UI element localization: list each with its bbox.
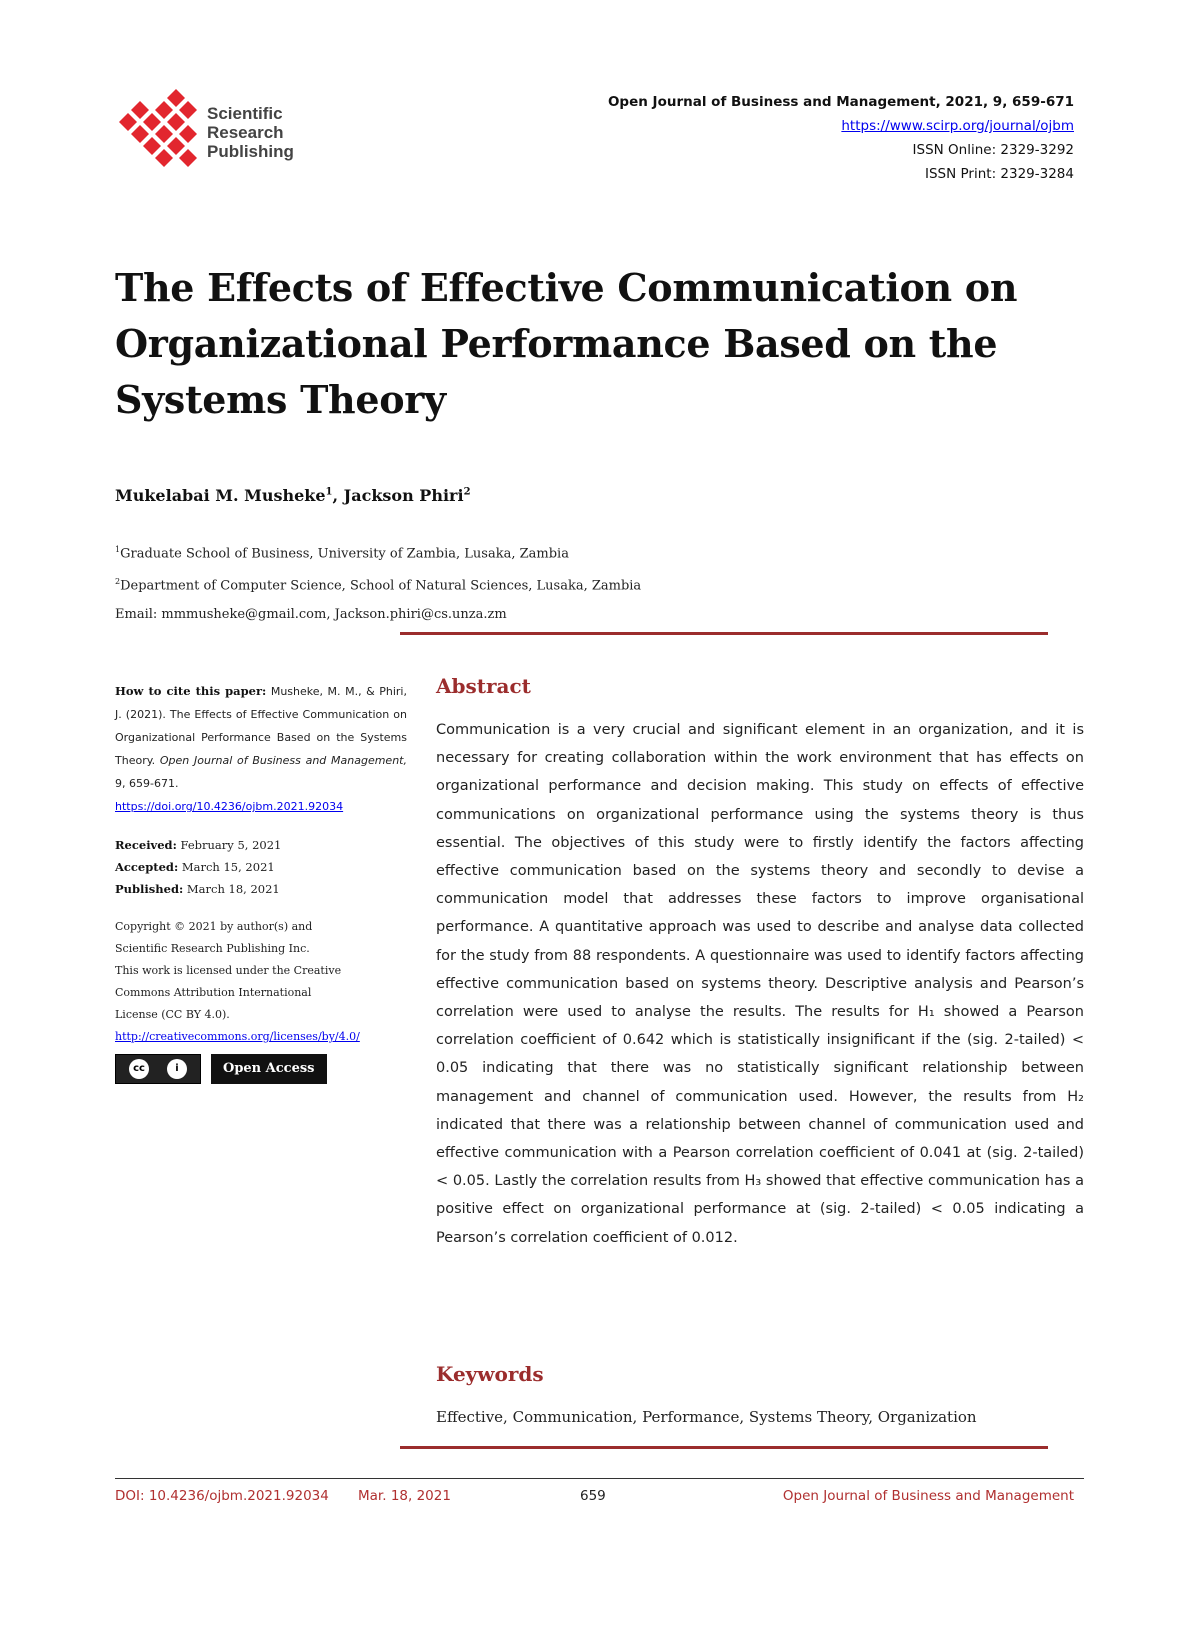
open-access-badge: Open Access xyxy=(211,1054,327,1084)
publisher-name-line1: Scientific xyxy=(207,104,283,123)
paper-title xyxy=(115,260,1075,428)
doi-link[interactable]: https://doi.org/10.4236/ojbm.2021.92034 xyxy=(115,800,344,813)
footer-page-number: 659 xyxy=(580,1488,606,1504)
copyright-line5: License (CC BY 4.0). xyxy=(115,1008,230,1021)
publisher-name-line2: Research xyxy=(207,123,284,142)
issn-print: ISSN Print: 2329-3284 xyxy=(925,166,1074,182)
keywords-body: Effective, Communication, Performance, Systems Theory, Organization xyxy=(436,1408,977,1426)
author-sup-1: 1 xyxy=(325,486,333,498)
accepted-date: March 15, 2021 xyxy=(178,860,275,874)
logo-diamond xyxy=(179,101,197,119)
abstract-bottom-rule xyxy=(400,1446,1048,1449)
affiliation-2 xyxy=(115,568,641,600)
footer-rule xyxy=(115,1478,1084,1479)
footer-journal-name: Open Journal of Business and Management xyxy=(782,1488,1074,1504)
author-separator: , xyxy=(332,486,344,505)
author-name-2: Jackson Phiri xyxy=(343,486,464,505)
journal-citation-line: Open Journal of Business and Management, 2021, 9, 659-671 xyxy=(607,94,1074,110)
license-link[interactable]: http://creativecommons.org/licenses/by/4.0/ xyxy=(115,1030,360,1043)
footer-doi: DOI: 10.4236/ojbm.2021.92034 xyxy=(115,1488,329,1504)
sidebar-metadata xyxy=(115,680,407,1084)
paper-title-line3: Systems Theory xyxy=(115,377,446,422)
footer-date: Mar. 18, 2021 xyxy=(358,1488,451,1504)
logo-diamond xyxy=(143,137,161,155)
citation-block xyxy=(115,680,407,795)
citation-volume: 9, 659-671. xyxy=(115,777,179,790)
abstract-body: Communication is a very crucial and significant element in an organization, and it is necessary for creating collaboration within the work environment that has effects on organizational performance and decision making. This study on effects of effective communications on organizational performance using the systems theory is thus essential. The objectives of this study were to firstly identify the factors affecting effective communication based on the systems theory and secondly to devise a communication model that addresses these factors to improve organisational performance. A quantitative approach was used to describe and analyse data collected for the study from 88 respondents. A questionnaire was used to identify factors affecting effective communication based on systems theory. Descriptive analysis and Pearson’s correlation were used to analyse the results. The results for H₁ showed a Pearson correlation coefficient of 0.642 which is statistically insignificant if the (sig. 2-tailed) < 0.05 indicating that there was no statistically significant relationship between management and channel of communication used. However, the results from H₂ indicated that there was a relationship between channel of communication used and effective communication with a Pearson correlation coefficient of 0.041 at (sig. 2-tailed) < 0.05. Lastly the correlation results from H₃ showed that effective communication has a positive effect on organizational performance at (sig. 2-tailed) < 0.05 indicating a Pearson’s correlation coefficient of 0.012. xyxy=(436,722,1084,1246)
journal-url-link[interactable]: https://www.scirp.org/journal/ojbm xyxy=(841,118,1074,134)
cc-icon: cc xyxy=(129,1059,149,1079)
logo-diamond xyxy=(167,113,185,131)
logo-diamond xyxy=(179,149,197,167)
affiliation-text-2: Department of Computer Science, School of Natural Sciences, Lusaka, Zambia xyxy=(120,578,642,594)
copyright-block xyxy=(115,916,407,1048)
received-date: February 5, 2021 xyxy=(176,838,282,852)
affiliation-text-1: Graduate School of Business, University of Zambia, Lusaka, Zambia xyxy=(120,546,569,562)
publication-dates xyxy=(115,834,407,900)
paper-title-line1: The Effects of Effective Communication on xyxy=(115,265,1018,310)
citation-journal: Open Journal of Business and Management, xyxy=(159,754,407,767)
affiliation-1 xyxy=(115,536,641,568)
copyright-line2: Scientific Research Publishing Inc. xyxy=(115,942,310,955)
paper-title-line2: Organizational Performance Based on the xyxy=(115,321,998,366)
logo-diamond xyxy=(167,137,185,155)
author-sup-2: 2 xyxy=(463,486,471,498)
author-name-1: Mukelabai M. Musheke xyxy=(115,486,326,505)
scirp-diamond-logo-icon xyxy=(118,84,208,174)
abstract-top-rule xyxy=(400,632,1048,635)
copyright-line4: Commons Attribution International xyxy=(115,986,312,999)
received-label: Received: xyxy=(115,838,177,852)
copyright-line1: Copyright © 2021 by author(s) and xyxy=(115,920,313,933)
publisher-name-line3: Publishing xyxy=(207,142,294,161)
cc-by-badge[interactable] xyxy=(115,1054,201,1084)
logo-diamond xyxy=(131,125,149,143)
affiliations xyxy=(115,536,641,629)
logo-diamond xyxy=(167,89,185,107)
affiliation-sup-2: 2 xyxy=(115,577,121,587)
journal-header xyxy=(608,90,1074,186)
author-list xyxy=(115,486,471,505)
citation-text: Musheke, M. M., & Phiri, J. (2021). The Effects of Effective Communication on Organizational Performance Based on the Systems Theory. xyxy=(115,685,407,767)
logo-diamond xyxy=(155,149,173,167)
citation-label: How to cite this paper: xyxy=(115,684,267,698)
copyright-line3: This work is licensed under the Creative xyxy=(115,964,342,977)
keywords-heading: Keywords xyxy=(436,1362,544,1386)
logo-diamond xyxy=(143,113,161,131)
license-badges xyxy=(115,1054,407,1084)
logo-diamond xyxy=(131,101,149,119)
logo-diamond xyxy=(155,125,173,143)
logo-diamond xyxy=(179,125,197,143)
attribution-icon: i xyxy=(167,1059,187,1079)
logo-diamond xyxy=(155,101,173,119)
logo-diamond xyxy=(119,113,137,131)
publisher-name xyxy=(207,104,294,161)
published-label: Published: xyxy=(115,882,184,896)
issn-online: ISSN Online: 2329-3292 xyxy=(912,142,1074,158)
abstract-heading: Abstract xyxy=(436,674,531,698)
affiliation-sup-1: 1 xyxy=(115,545,121,554)
author-emails: Email: mmmusheke@gmail.com, Jackson.phiri@cs.unza.zm xyxy=(115,606,507,622)
published-date: March 18, 2021 xyxy=(183,882,280,896)
accepted-label: Accepted: xyxy=(115,860,179,874)
